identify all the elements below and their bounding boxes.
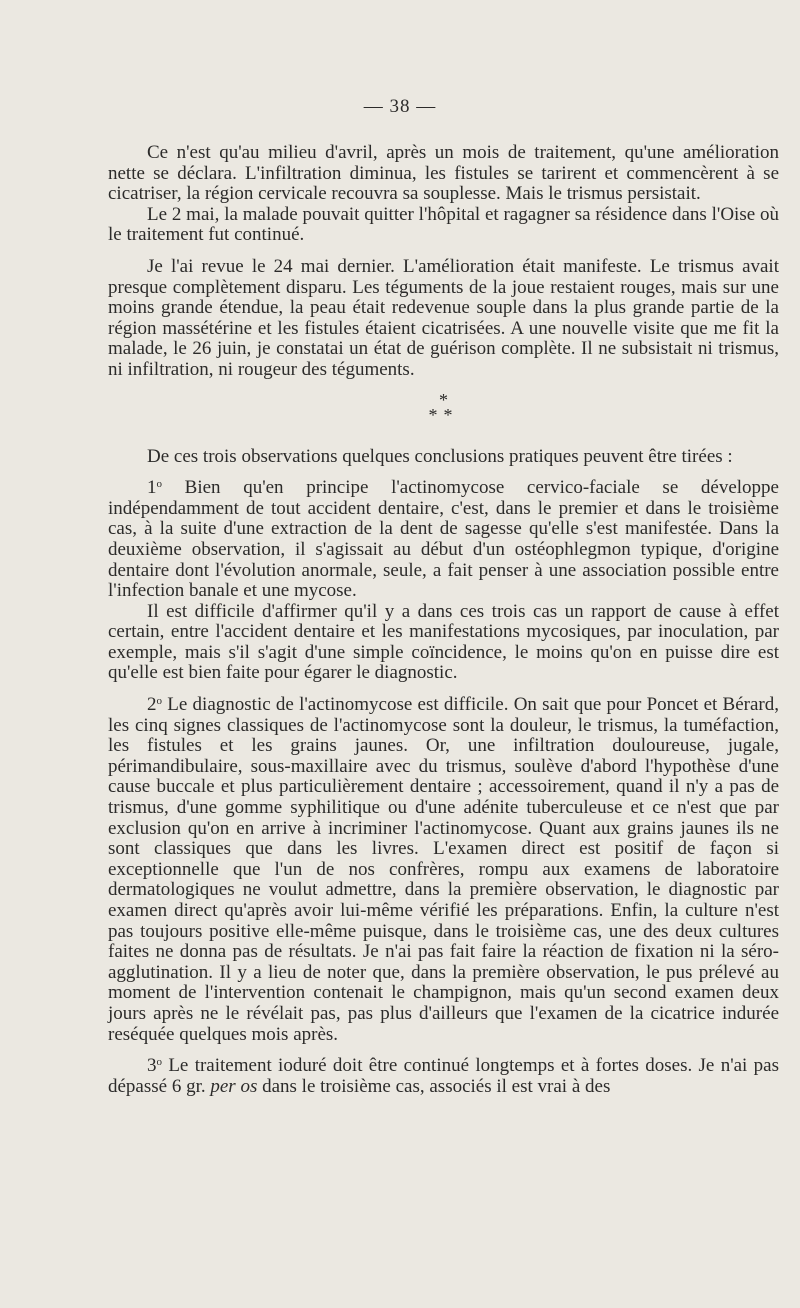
paragraph: Je l'ai revue le 24 mai dernier. L'amélioration était manifeste. Le trismus avait presque complètement disparu. Les téguments de la joue restaient rouges, mais sur une moins grande étendue, la peau était redevenue souple dans la plus grande partie de la région massétérine et les fistules étaient cicatrisées. A une nouvelle visite que me fit la malade, le 26 juin, je constatai un état de guérison complète. Il ne subsistait ni trismus, ni infiltration, ni rougeur des téguments. <box>108 255 779 380</box>
conclusion-number: 3 <box>147 1055 157 1077</box>
paragraph-text: Bien qu'en principe l'actinomycose cervico-faciale se développe indépendamment de tout accident dentaire, c'est, dans le premier et dans le troisième cas, à la suite d'une extraction de la dent de sagesse qu'elle s'est manifestée. Dans la deuxième observation, il s'agissait au début d'un ostéophlegmon typique, d'origine dentaire dont l'évolution anormale, seule, a fait penser à une association possible entre l'infection banale et une mycose. <box>108 477 779 602</box>
ordinal-marker: o <box>156 478 162 491</box>
conclusion-number: 2 <box>147 694 157 716</box>
separator-star-bottom: ** <box>428 404 459 425</box>
separator-star-top: * <box>439 389 448 410</box>
ordinal-marker: o <box>156 695 162 708</box>
paragraph-conclusion-3 <box>108 1056 779 1097</box>
paragraph-conclusion-2 <box>108 695 779 1045</box>
paragraph-conclusion-1 <box>108 478 779 602</box>
body-text <box>108 143 779 1097</box>
paragraph-text: Le diagnostic de l'actinomycose est difficile. On sait que pour Poncet et Bérard, les cinq signes classiques de l'actinomycose sont la douleur, le trismus, la tuméfaction, les fistules et les grains jaunes. Or, une infiltration douloureuse, jugale, périmandibulaire, sous-maxillaire avec du trismus, soulève d'abord l'hypothèse d'une cause buccale et plus particulièrement dentaire ; accessoirement, quand il n'y a pas de trismus, d'une gomme syphilitique ou d'une adénite tuberculeuse et ce n'est que par exclusion qu'on en arrive à incriminer l'actinomycose. Quant aux grains jaunes ils ne sont classiques que dans les livres. L'examen direct est positif de façon si exceptionnelle que l'un de nos confrères, rompu aux examens de laboratoire dermatologiques ne voulut admettre, dans la première observation, le diagnostic par examen direct qu'après avoir lui-même vérifié les préparations. Enfin, la culture n'est pas toujours positive elle-même puisque, dans le troisième cas, une des deux cultures faites ne donna pas de résultats. Je n'ai pas fait faire la réaction de fixation ni la séro-agglutination. Il y a lieu de noter que, dans la première observation, le pus prélevé au moment de l'intervention contenait le champignon, mais qu'un second examen deux jours après ne le révélait pas, pas plus d'ailleurs que l'examen de la cicatrice indurée reséquée quelques mois après. <box>108 694 779 1045</box>
page-number: — 38 — <box>363 96 437 117</box>
conclusion-number: 1 <box>147 477 157 499</box>
section-separator <box>108 389 779 433</box>
paragraph-text: dans le troisième cas, associés il est vrai à des <box>257 1075 611 1097</box>
latin-term: per os <box>210 1075 258 1097</box>
paragraph: Le 2 mai, la malade pouvait quitter l'hôpital et ragagner sa résidence dans l'Oise où le traitement fut continué. <box>108 203 779 246</box>
paragraph: De ces trois observations quelques conclusions pratiques peuvent être tirées : <box>147 445 733 467</box>
paragraph: Il est difficile d'affirmer qu'il y a dans ces trois cas un rapport de cause à effet certain, entre l'accident dentaire et les manifestations mycosiques, par inoculation, par exemple, mais s'il s'agit d'une simple coïncidence, le moins qu'on en puisse dire est qu'elle est bien faite pour égarer le diagnostic. <box>108 600 779 684</box>
ordinal-marker: o <box>156 1056 162 1069</box>
paragraph: Ce n'est qu'au milieu d'avril, après un mois de traitement, qu'une amélioration nette se déclara. L'infiltration diminua, les fistules se tarirent et commencèrent à se cicatriser, la région cervicale recouvra sa souplesse. Mais le trismus persistait. <box>108 142 779 205</box>
paragraph-text: Le traitement ioduré doit être continué longtemps et à fortes doses. Je n'ai pas dépassé 6 gr. <box>108 1055 779 1097</box>
